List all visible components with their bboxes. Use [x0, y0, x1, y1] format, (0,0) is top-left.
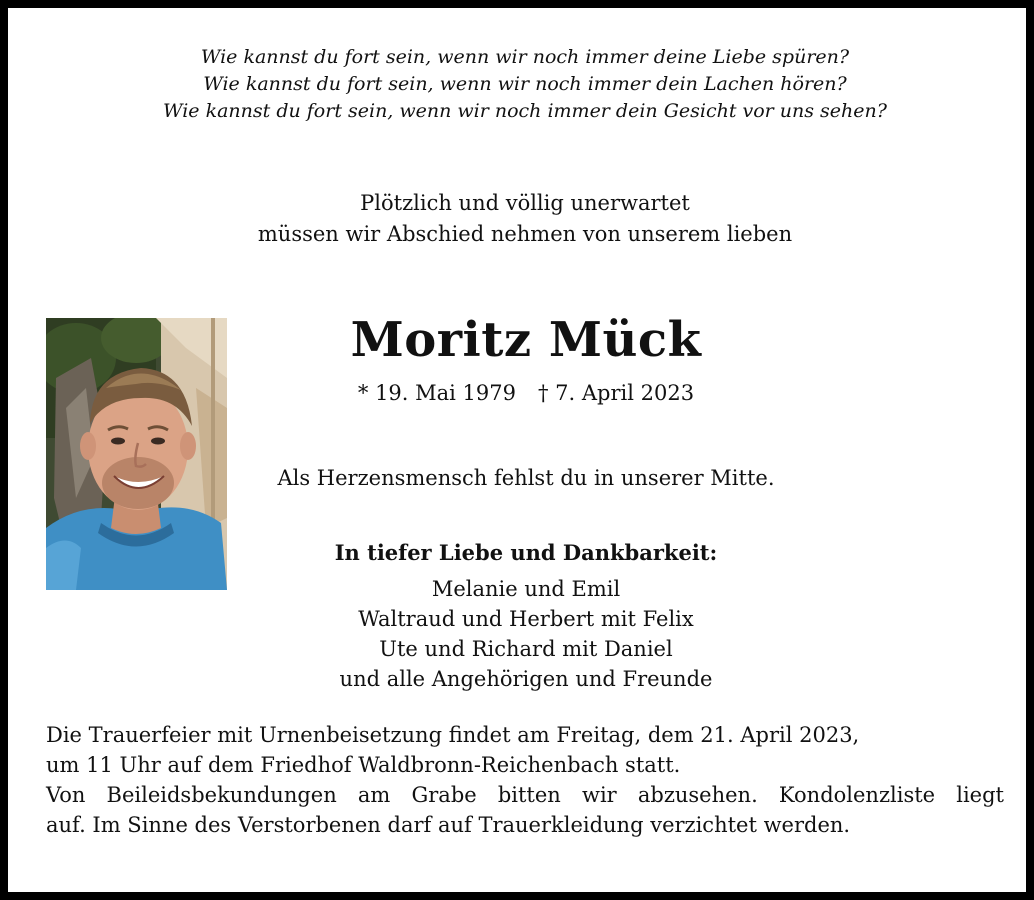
notice-line-4: auf. Im Sinne des Verstorbenen darf auf Trauerkleidung verzichtet werden. — [46, 813, 851, 837]
poem — [8, 44, 1034, 125]
notice-line-1: Die Trauerfeier mit Urnenbeisetzung findet am Freitag, dem 21. April 2023, — [46, 723, 860, 747]
deceased-name: Moritz Mück — [350, 312, 702, 368]
poem-line-2: Wie kannst du fort sein, wenn wir noch immer dein Lachen hören? — [203, 73, 847, 95]
memorial-tagline: Als Herzensmensch fehlst du in unserer Mitte. — [277, 466, 775, 490]
funeral-notice — [46, 720, 1004, 840]
intro-text — [8, 188, 1034, 250]
portrait-photo — [46, 318, 227, 590]
poem-line-1: Wie kannst du fort sein, wenn wir noch immer deine Liebe spüren? — [200, 46, 850, 68]
mourner-line: Ute und Richard mit Daniel — [379, 637, 673, 661]
notice-line-2: um 11 Uhr auf dem Friedhof Waldbronn-Reichenbach statt. — [46, 753, 681, 777]
birth-date: * 19. Mai 1979 — [357, 381, 516, 405]
poem-line-3: Wie kannst du fort sein, wenn wir noch immer dein Gesicht vor uns sehen? — [163, 100, 887, 122]
mourner-line: Waltraud und Herbert mit Felix — [358, 607, 694, 631]
notice-line-3: Von Beileidsbekundungen am Grabe bitten wir abzusehen. Kondolenzliste liegt — [46, 783, 1004, 807]
mourner-line: und alle Angehörigen und Freunde — [339, 667, 713, 691]
mourner-line: Melanie und Emil — [431, 577, 621, 601]
intro-line-2: müssen wir Abschied nehmen von unserem lieben — [257, 222, 793, 246]
intro-line-1: Plötzlich und völlig unerwartet — [360, 191, 690, 215]
life-dates — [228, 378, 824, 408]
mourners-block — [228, 538, 824, 694]
mourners-heading: In tiefer Liebe und Dankbarkeit: — [334, 540, 718, 565]
death-date: † 7. April 2023 — [538, 381, 695, 405]
